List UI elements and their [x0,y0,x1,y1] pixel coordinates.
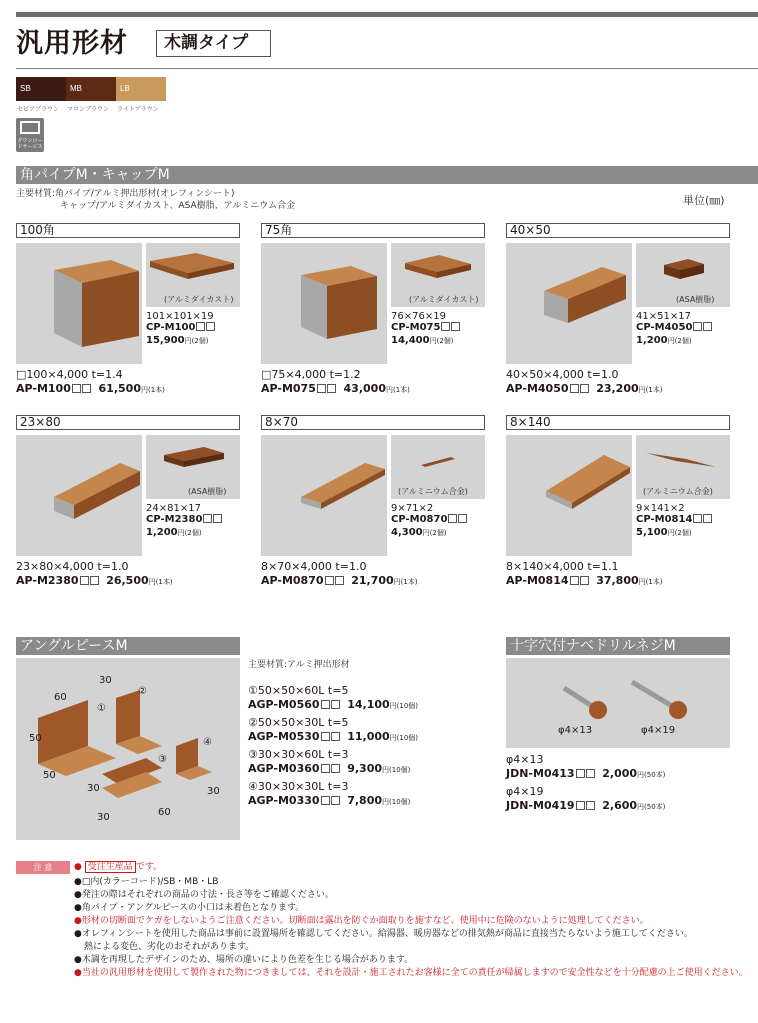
cap-price: 15,900円(2個) [146,335,209,346]
note-line: 熱による変色、劣化のおそれがあります。 [84,942,255,952]
pipe-spec: □75×4,000 t=1.2 [261,368,361,381]
card-title: 8×70 [261,415,485,430]
cap-material-badge: (アルミダイカスト) [409,295,479,304]
cap-material-badge: (アルミニウム合金) [398,487,468,496]
caution-chip: 注 意 [16,861,70,874]
swatch-mb: MB [66,77,116,101]
screw-label: φ4×13 [558,725,593,736]
cap-material-badge: (ASA樹脂) [188,487,227,496]
card-title: 8×140 [506,415,730,430]
cap-illustration [636,243,730,293]
angle-spec: ④30×30×30L t=3 [248,780,349,793]
material-line-1: 主要材質:角パイプ/アルミ押出形材(オレフィンシート) [16,189,235,199]
cap-price: 1,200円(2個) [146,527,202,538]
cap-illustration [636,435,730,485]
cap-code: CP-M0814 [636,514,712,526]
dim-label: 30 [207,786,220,797]
angle-spec: ②50×50×30L t=5 [248,716,349,729]
pipe-photo [261,243,387,364]
card-title: 23×80 [16,415,240,430]
pipe-spec: 23×80×4,000 t=1.0 [16,560,129,573]
angle-code-price: AGP-M0560 14,100円(10個) [248,698,419,711]
cap-material-badge: (アルミダイカスト) [164,295,234,304]
angle-spec: ③30×30×60L t=3 [248,748,349,761]
dim-label: 30 [97,812,110,823]
angle-photo [16,658,240,840]
pipe-photo [506,243,632,364]
pipe-code-price: AP-M0814 37,800円(1本) [506,574,663,587]
rect-pipe-illustration [506,243,632,364]
download-service-label: ダウンロードサービス [17,138,43,150]
swatch-mb-name: マロンブラウン [67,106,110,113]
type-tag: 木調タイプ [156,30,271,57]
section-screw-title: 十字穴付ナベドリルネジM [506,637,730,655]
cap-illustration [146,435,240,485]
cap-price: 14,400円(2個) [391,335,454,346]
pipe-spec: □100×4,000 t=1.4 [16,368,123,381]
dim-label: 60 [158,807,171,818]
screw-photo [506,658,730,748]
angle-spec: ①50×50×60L t=5 [248,684,349,697]
flat-bar-illustration [261,435,387,556]
unit-label: 単位(㎜) [683,194,725,207]
cap-size: 9×71×2 [391,503,434,514]
cap-size: 101×101×19 [146,311,214,322]
marker-1: ① [97,703,106,714]
square-pipe-illustration [261,243,387,364]
dim-label: 50 [29,733,42,744]
note-line: ●オレフィンシートを使用した商品は事前に設置場所を確認してください。給湯器、暖房器などの排気熱が商品に直接当たらないよう施工してください。 [74,929,693,939]
cap-price: 5,100円(2個) [636,527,692,538]
cap-material-badge: (アルミニウム合金) [643,487,713,496]
angle-code-price: AGP-M0330 7,800円(10個) [248,794,411,807]
dim-label: 50 [43,770,56,781]
header-divider [16,68,758,69]
pipe-code-price: AP-M4050 23,200円(1本) [506,382,663,395]
cap-size: 76×76×19 [391,311,446,322]
section-angle-title: アングルピースM [16,637,240,655]
cap-material-badge: (ASA樹脂) [676,295,715,304]
top-rule [16,12,758,17]
dim-label: 60 [54,692,67,703]
pipe-spec: 8×70×4,000 t=1.0 [261,560,367,573]
cap-price: 4,300円(2個) [391,527,447,538]
note-line: ●発注の際はそれぞれの商品の寸法・長さ等をご確認ください。 [74,890,334,900]
swatch-lb-name: ライトブラウン [117,106,159,113]
pipe-code-price: AP-M0870 21,700円(1本) [261,574,418,587]
dim-label: 30 [87,783,100,794]
cap-size: 9×141×2 [636,503,685,514]
pipe-code-price: AP-M100 61,500円(1本) [16,382,165,395]
angle-code-price: AGP-M0360 9,300円(10個) [248,762,411,775]
screw-code-price: JDN-M0413 2,000円(50本) [506,767,666,780]
screw-spec: φ4×19 [506,785,544,798]
swatch-sb: SB [16,77,66,101]
swatch-lb: LB [116,77,166,101]
swatch-sb-name: セピアブラウン [17,106,60,113]
cap-code: CP-M2380 [146,514,222,526]
note-line: ●当社の汎用形材を使用して製作された物につきましては、それを設計・施工されたお客様に全ての責任が帰属しますので安全性などを十分配慮の上ご使用ください。 [74,968,748,978]
angle-material: 主要材質:アルミ押出形材 [248,660,350,670]
cap-code: CP-M100 [146,322,215,334]
angle-code-price: AGP-M0530 11,000円(10個) [248,730,419,743]
material-line-2: キャップ/アルミダイカスト、ASA樹脂、アルミニウム合金 [60,201,296,211]
square-pipe-illustration [16,243,142,364]
section-square-pipe-title: 角パイプM・キャップM [16,166,758,184]
made-to-order-badge: 受注生産品 [85,861,136,873]
note-line: ●□内(カラーコード)/SB・MB・LB [74,877,219,887]
marker-4: ④ [203,737,212,748]
note-line: ● 受注生産品 です。 [74,862,163,872]
screw-spec: φ4×13 [506,753,544,766]
marker-2: ② [138,686,147,697]
pipe-photo [16,243,142,364]
pipe-code-price: AP-M075 43,000円(1本) [261,382,410,395]
dim-label: 30 [99,675,112,686]
cap-illustration [391,435,485,485]
cap-code: CP-M0870 [391,514,467,526]
marker-3: ③ [158,754,167,765]
pipe-photo [261,435,387,556]
cap-size: 24×81×17 [146,503,201,514]
card-title: 75角 [261,223,485,238]
pipe-spec: 8×140×4,000 t=1.1 [506,560,619,573]
cap-price: 1,200円(2個) [636,335,692,346]
flat-pipe-illustration [16,435,142,556]
pipe-code-price: AP-M2380 26,500円(1本) [16,574,173,587]
note-line: ●角パイプ・アングルピースの小口は未着色となります。 [74,903,305,913]
note-line: ●形材の切断面でケガをしないようご注意ください。切断面は露出を防ぐか面取りを施すなど、使用中に危険のないように処理してください。 [74,916,649,926]
screw-code-price: JDN-M0419 2,600円(50本) [506,799,666,812]
pipe-photo [16,435,142,556]
card-title: 40×50 [506,223,730,238]
page-title: 汎用形材 [16,28,128,59]
screw-label: φ4×19 [641,725,676,736]
card-title: 100角 [16,223,240,238]
cap-illustration [391,243,485,293]
pipe-photo [506,435,632,556]
note-line: ●木調を再現したデザインのため、場所の違いにより色差を生じる場合があります。 [74,955,414,965]
cap-code: CP-M075 [391,322,460,334]
flat-bar-illustration [506,435,632,556]
cap-code: CP-M4050 [636,322,712,334]
angle-piece-illustration [16,658,240,840]
monitor-icon [20,121,40,134]
screw-illustration [506,658,730,748]
cap-illustration [146,243,240,293]
pipe-spec: 40×50×4,000 t=1.0 [506,368,619,381]
cap-size: 41×51×17 [636,311,691,322]
